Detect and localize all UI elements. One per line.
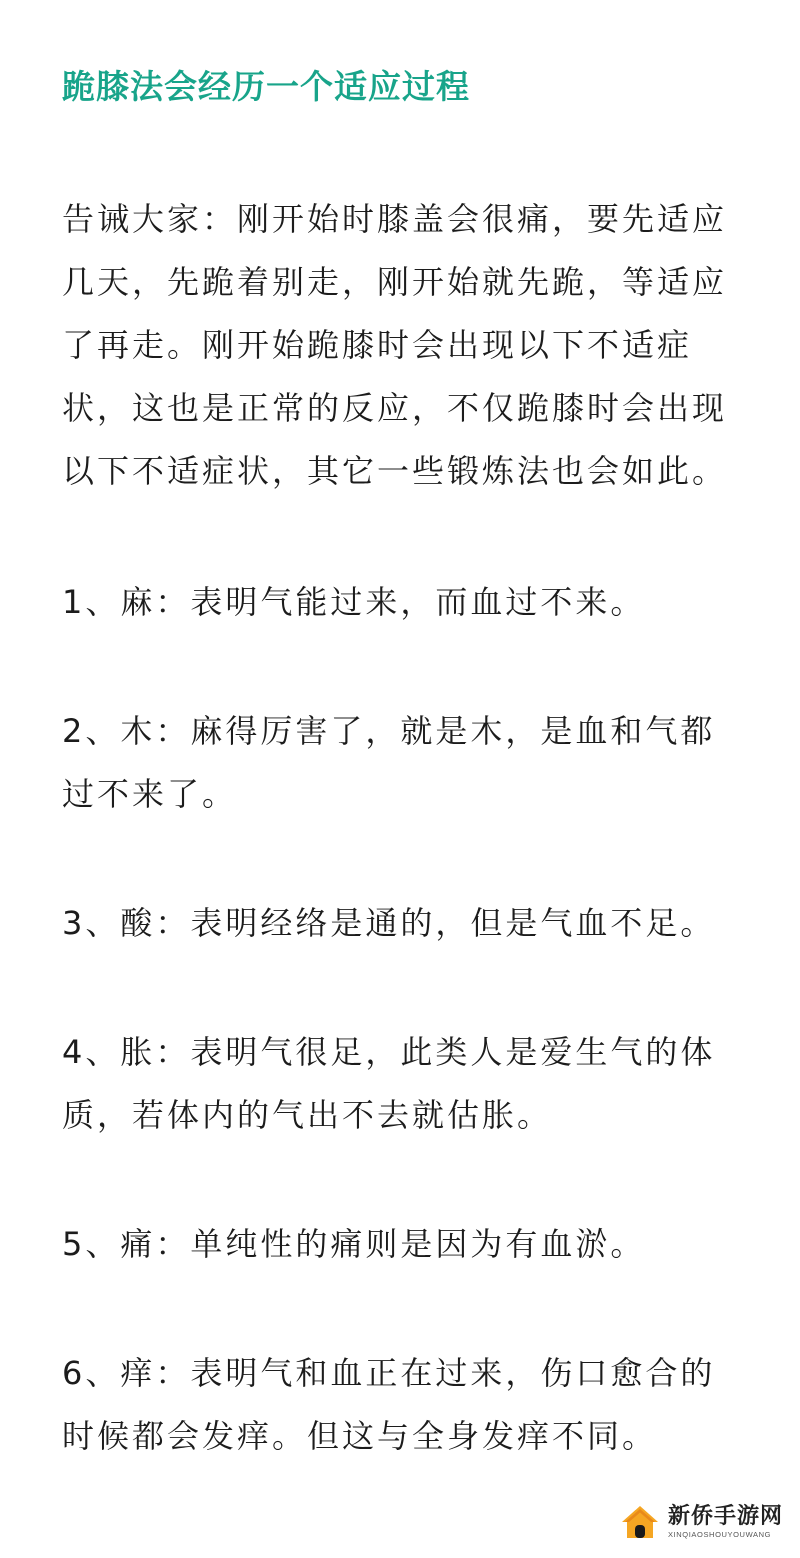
watermark-name: 新侨手游网 (668, 1503, 784, 1529)
article-title: 跪膝法会经历一个适应过程 (62, 67, 470, 106)
site-watermark (618, 1494, 788, 1550)
symptom-item-swelling: 4、胀：表明气很足，此类人是爱生气的体质，若体内的气出不去就估胀。 (62, 1033, 716, 1134)
intro-paragraph: 告诫大家：刚开始时膝盖会很痛，要先适应几天，先跪着别走，刚开始就先跪，等适应了再走。刚开始跪膝时会出现以下不适症状，这也是正常的反应，不仅跪膝时会出现以下不适症状，其它一些锻炼法也会如此。 (62, 200, 728, 490)
symptom-item-wood: 2、木：麻得厉害了，就是木，是血和气都过不来了。 (62, 712, 716, 813)
symptom-item-itch: 6、痒：表明气和血正在过来，伤口愈合的时候都会发痒。但这与全身发痒不同。 (62, 1354, 716, 1455)
symptom-item-sore: 3、酸：表明经络是通的，但是气血不足。 (62, 904, 716, 942)
house-logo-icon (618, 1500, 662, 1544)
symptom-item-numbness: 1、麻：表明气能过来，而血过不来。 (62, 583, 646, 621)
symptom-item-pain: 5、痛：单纯性的痛则是因为有血淤。 (62, 1225, 646, 1263)
watermark-domain: XINQIAOSHOUYOUWANG (668, 1530, 772, 1539)
